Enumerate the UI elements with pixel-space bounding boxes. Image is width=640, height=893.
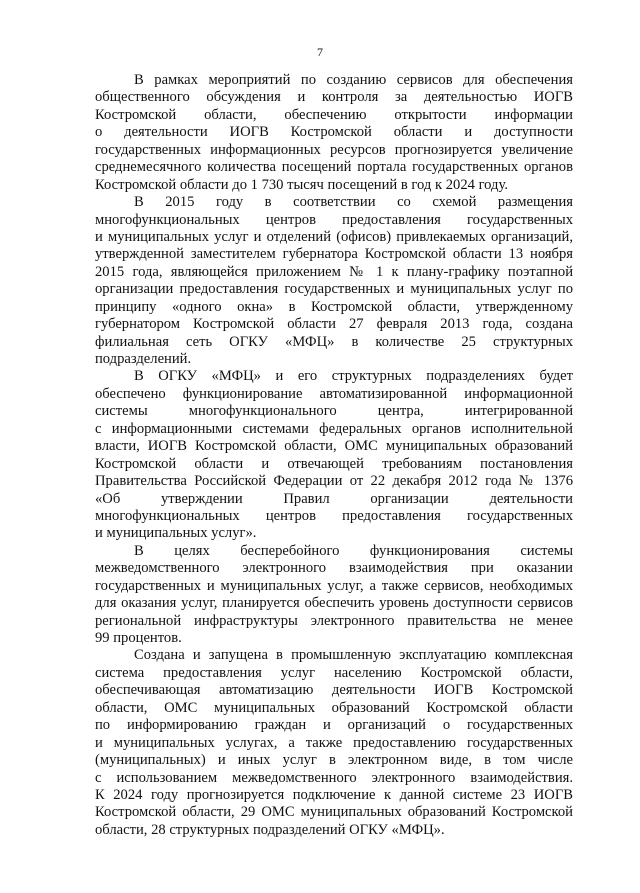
text-line: по информированию граждан и организаций о государственных	[95, 717, 573, 734]
text-line: утвержденной заместителем губернатора Костромской области 13 ноября	[95, 246, 573, 263]
text-line: и муниципальных услуг».	[95, 525, 257, 542]
text-line: система предоставления услуг населению Костромской области,	[95, 664, 573, 681]
text-line: и муниципальных услуг и отделений (офисов) привлекаемых организаций,	[95, 228, 573, 245]
text-line: Костромской области, обеспечению открытости информации	[95, 106, 573, 123]
text-line: обеспечено функционирование автоматизированной информационной	[95, 385, 573, 402]
text-line: В 2015 году в соответствии со схемой размещения	[134, 194, 573, 211]
text-line: межведомственного электронного взаимодействия при оказании	[95, 560, 573, 577]
text-line: области, ОМС муниципальных образований Костромской области	[95, 699, 573, 716]
text-line: с информационными системами федеральных органов исполнительной	[95, 420, 573, 437]
text-line: 2015 года, являющейся приложением № 1 к плану-графику поэтапной	[95, 263, 573, 280]
text-line: Костромской области и отвечающей требованиям постановления	[95, 455, 573, 472]
document-body	[95, 72, 573, 839]
text-line: многофункциональных центров предоставления государственных	[95, 211, 573, 228]
text-line: области, 28 структурных подразделений ОГКУ «МФЦ».	[95, 821, 445, 838]
paragraph-2	[95, 194, 573, 368]
text-line: среднемесячного количества посещений портала государственных органов	[95, 159, 573, 176]
paragraph-3	[95, 368, 573, 542]
text-line: многофункциональных центров предоставления государственных	[95, 507, 573, 524]
text-line: для оказания услуг, планируется обеспечить уровень доступности сервисов	[95, 595, 573, 612]
text-line: В ОГКУ «МФЦ» и его структурных подразделениях будет	[134, 368, 573, 385]
text-line: системы многофункционального центра, интегрированной	[95, 403, 573, 420]
text-line: К 2024 году прогнозируется подключение к данной системе 23 ИОГВ	[95, 786, 573, 803]
text-line: Правительства Российской Федерации от 22 декабря 2012 года № 1376	[95, 473, 573, 490]
text-line: и муниципальных услугах, а также предоставлению государственных	[95, 734, 573, 751]
paragraph-1	[95, 72, 573, 194]
text-line: губернатором Костромской области 27 февраля 2013 года, создана	[95, 316, 573, 333]
text-line: о деятельности ИОГВ Костромской области и доступности	[95, 124, 573, 141]
text-line: власти, ИОГВ Костромской области, ОМС муниципальных образований	[95, 438, 573, 455]
text-line: (муниципальных) и иных услуг в электронном виде, в том числе	[95, 752, 573, 769]
text-line: 99 процентов.	[95, 630, 182, 646]
text-line: общественного обсуждения и контроля за деятельностью ИОГВ	[95, 89, 573, 106]
text-line: Костромской области до 1 730 тысяч посещений в год к 2024 году.	[95, 176, 508, 193]
text-line: филиальная сеть ОГКУ «МФЦ» в количестве 25 структурных	[95, 333, 573, 350]
text-line: региональной инфраструктуры электронного правительства не менее	[95, 612, 573, 629]
text-line: В целях бесперебойного функционирования системы	[134, 542, 573, 559]
paragraph-4	[95, 543, 573, 648]
text-line: с использованием межведомственного электронного взаимодействия.	[95, 769, 573, 786]
text-line: подразделений.	[95, 351, 192, 367]
text-line: В рамках мероприятий по созданию сервисов для обеспечения	[134, 72, 573, 88]
text-line: принципу «одного окна» в Костромской области, утвержденному	[95, 298, 573, 315]
page-number: 7	[317, 45, 323, 59]
paragraph-5	[95, 647, 573, 839]
text-line: «Об утверждении Правил организации деятельности	[95, 490, 573, 507]
text-line: Костромской области, 29 ОМС муниципальных образований Костромской	[95, 804, 573, 821]
text-line: государственных и муниципальных услуг, а также сервисов, необходимых	[95, 577, 573, 594]
text-line: государственных информационных ресурсов прогнозируется увеличение	[95, 141, 573, 158]
text-line: обеспечивающая автоматизацию деятельности ИОГВ Костромской	[95, 682, 573, 699]
text-line: Создана и запущена в промышленную эксплуатацию комплексная	[134, 647, 573, 664]
text-line: организации предоставления государственных и муниципальных услуг по	[95, 281, 573, 298]
